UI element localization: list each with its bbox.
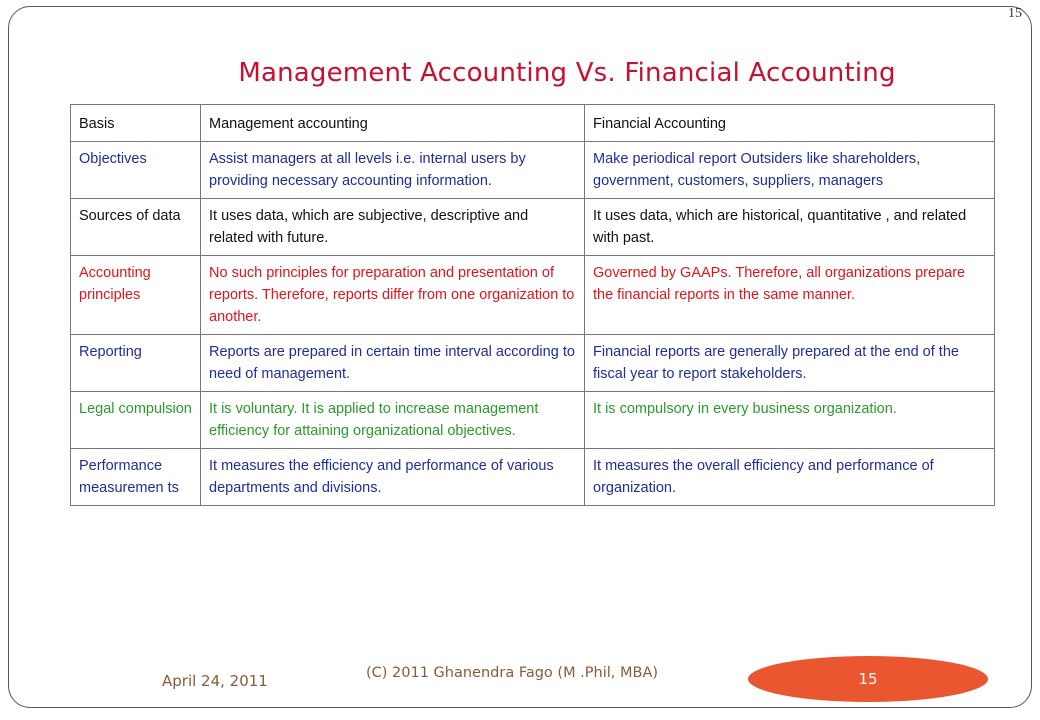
financial-cell: It uses data, which are historical, quantitative , and related with past.: [585, 199, 995, 256]
management-cell: No such principles for preparation and presentation of reports. Therefore, reports differ from one organization to another.: [201, 256, 585, 335]
basis-cell: Accounting principles: [71, 256, 201, 335]
management-cell: Assist managers at all levels i.e. internal users by providing necessary accounting information.: [201, 142, 585, 199]
financial-cell: Make periodical report Outsiders like shareholders, government, customers, suppliers, managers: [585, 142, 995, 199]
financial-cell: Financial reports are generally prepared at the end of the fiscal year to report stakeholders.: [585, 335, 995, 392]
table-row: [71, 392, 995, 449]
comparison-table: [70, 104, 995, 506]
header-basis: Basis: [71, 105, 201, 142]
slide-title: Management Accounting Vs. Financial Accounting: [238, 58, 896, 88]
table-header-row: [71, 105, 995, 142]
header-financial-accounting: Financial Accounting: [585, 105, 995, 142]
table-row: [71, 199, 995, 256]
financial-cell: Governed by GAAPs. Therefore, all organizations prepare the financial reports in the same manner.: [585, 256, 995, 335]
basis-cell: Objectives: [71, 142, 201, 199]
table-row: [71, 449, 995, 506]
table-row: [71, 142, 995, 199]
financial-cell: It measures the overall efficiency and performance of organization.: [585, 449, 995, 506]
header-management-accounting: Management accounting: [201, 105, 585, 142]
basis-cell: Reporting: [71, 335, 201, 392]
management-cell: It uses data, which are subjective, descriptive and related with future.: [201, 199, 585, 256]
footer-copyright: (C) 2011 Ghanendra Fago (M .Phil, MBA): [366, 665, 659, 681]
management-cell: Reports are prepared in certain time interval according to need of management.: [201, 335, 585, 392]
basis-cell: Sources of data: [71, 199, 201, 256]
management-cell: It measures the efficiency and performance of various departments and divisions.: [201, 449, 585, 506]
footer-date: April 24, 2011: [162, 672, 268, 690]
table-row: [71, 256, 995, 335]
basis-cell: Performance measuremen ts: [71, 449, 201, 506]
basis-cell: Legal compulsion: [71, 392, 201, 449]
corner-page-number: 15: [1008, 6, 1022, 21]
page-number-badge: [748, 656, 988, 702]
financial-cell: It is compulsory in every business organization.: [585, 392, 995, 449]
page-number-label: 15: [858, 670, 878, 688]
table-row: [71, 335, 995, 392]
management-cell: It is voluntary. It is applied to increase management efficiency for attaining organizational objectives.: [201, 392, 585, 449]
